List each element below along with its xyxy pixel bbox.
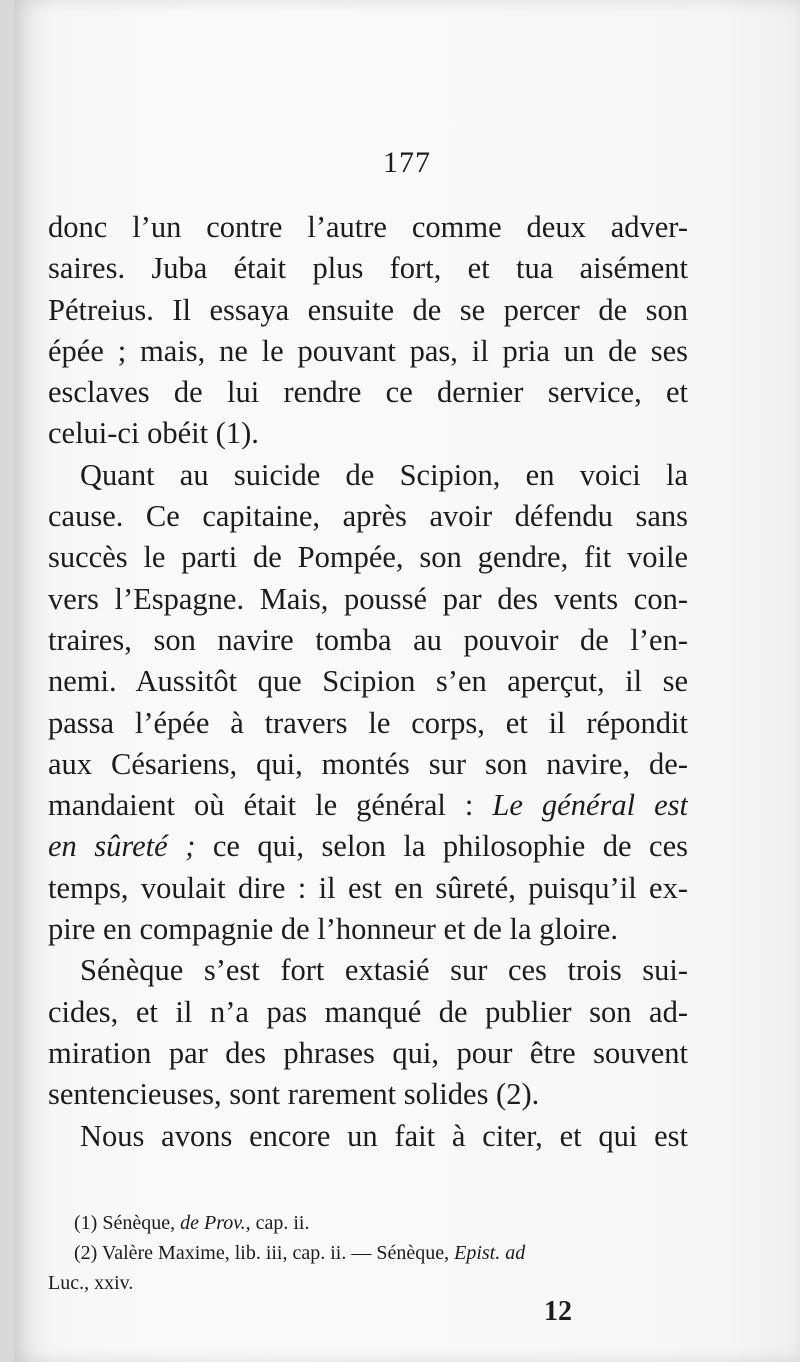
footnote-1 (48, 1208, 688, 1238)
text-line-content: Quant au suicide de Scipion, en voici la (80, 457, 688, 492)
page-number: 177 (383, 146, 431, 179)
text-line: celui-ci obéit (1). (48, 416, 259, 451)
text-line-with-quote (48, 826, 688, 867)
text-line: saires. Juba était plus fort, et tua aisément (48, 251, 688, 286)
footnotes (48, 1208, 688, 1298)
text-line: nemi. Aussitôt que Scipion s’en aperçut, il se (48, 664, 688, 699)
italic-quote-end: en sûreté ; (48, 829, 196, 864)
footnote-number: (1) (74, 1212, 98, 1234)
text-line-content: mandaient où était le général : (48, 788, 474, 823)
text-line: aux Césariens, qui, montés sur son navire, de- (48, 746, 688, 781)
paragraph-start-line (48, 950, 688, 991)
text-line-content: Sénèque s’est fort extasié sur ces trois sui- (80, 953, 688, 988)
footnote-work: de Prov., (180, 1212, 251, 1234)
paragraph-start-line (48, 455, 688, 496)
text-line: passa l’épée à travers le corps, et il répondit (48, 705, 688, 740)
footnote-number: (2) (74, 1242, 98, 1264)
text-line: miration par des phrases qui, pour être souvent (48, 1035, 688, 1070)
body-text (48, 207, 688, 1157)
text-line: cides, et il n’a pas manqué de publier son ad- (48, 994, 688, 1029)
paragraph-start-line (48, 1116, 688, 1157)
text-line: traires, son navire tomba au pouvoir de l’en- (48, 622, 688, 657)
footnote-work: Epist. ad (454, 1242, 526, 1264)
footnote-author: Valère Maxime, (101, 1242, 230, 1264)
italic-quote: Le général est (492, 788, 688, 823)
footnote-reference: xxiv. (94, 1272, 134, 1294)
text-line: vers l’Espagne. Mais, poussé par des vents con- (48, 581, 688, 616)
footnote-author: Sénèque, (102, 1212, 176, 1234)
text-line: épée ; mais, ne le pouvant pas, il pria un de ses (48, 333, 688, 368)
text-line: sentencieuses, sont rarement solides (2). (48, 1077, 540, 1112)
text-line-content: ce qui, selon la philosophie de ces (195, 829, 688, 864)
footnote-work: Luc., (48, 1272, 90, 1294)
signature-mark: 12 (544, 1296, 572, 1327)
text-line: temps, voulait dire : il est en sûreté, puisqu’il ex- (48, 870, 688, 905)
footnote-2 (48, 1238, 688, 1268)
text-line: succès le parti de Pompée, son gendre, fit voile (48, 540, 688, 575)
footnote-reference: cap. ii. (255, 1212, 310, 1234)
text-line-with-quote (48, 785, 688, 826)
text-line: Pétreius. Il essaya ensuite de se percer de son (48, 292, 688, 327)
text-line: donc l’un contre l’autre comme deux adver- (48, 210, 688, 244)
footnote-reference: lib. iii, cap. ii. — Sénèque, (234, 1242, 450, 1264)
text-line: esclaves de lui rendre ce dernier service, et (48, 375, 688, 410)
text-line: pire en compagnie de l’honneur et de la gloire. (48, 912, 618, 947)
footnote-2-continuation (48, 1268, 688, 1298)
book-page (14, 0, 800, 1362)
text-line-content: Nous avons encore un fait à citer, et qui est (80, 1118, 688, 1153)
text-line: cause. Ce capitaine, après avoir défendu sans (48, 499, 688, 534)
